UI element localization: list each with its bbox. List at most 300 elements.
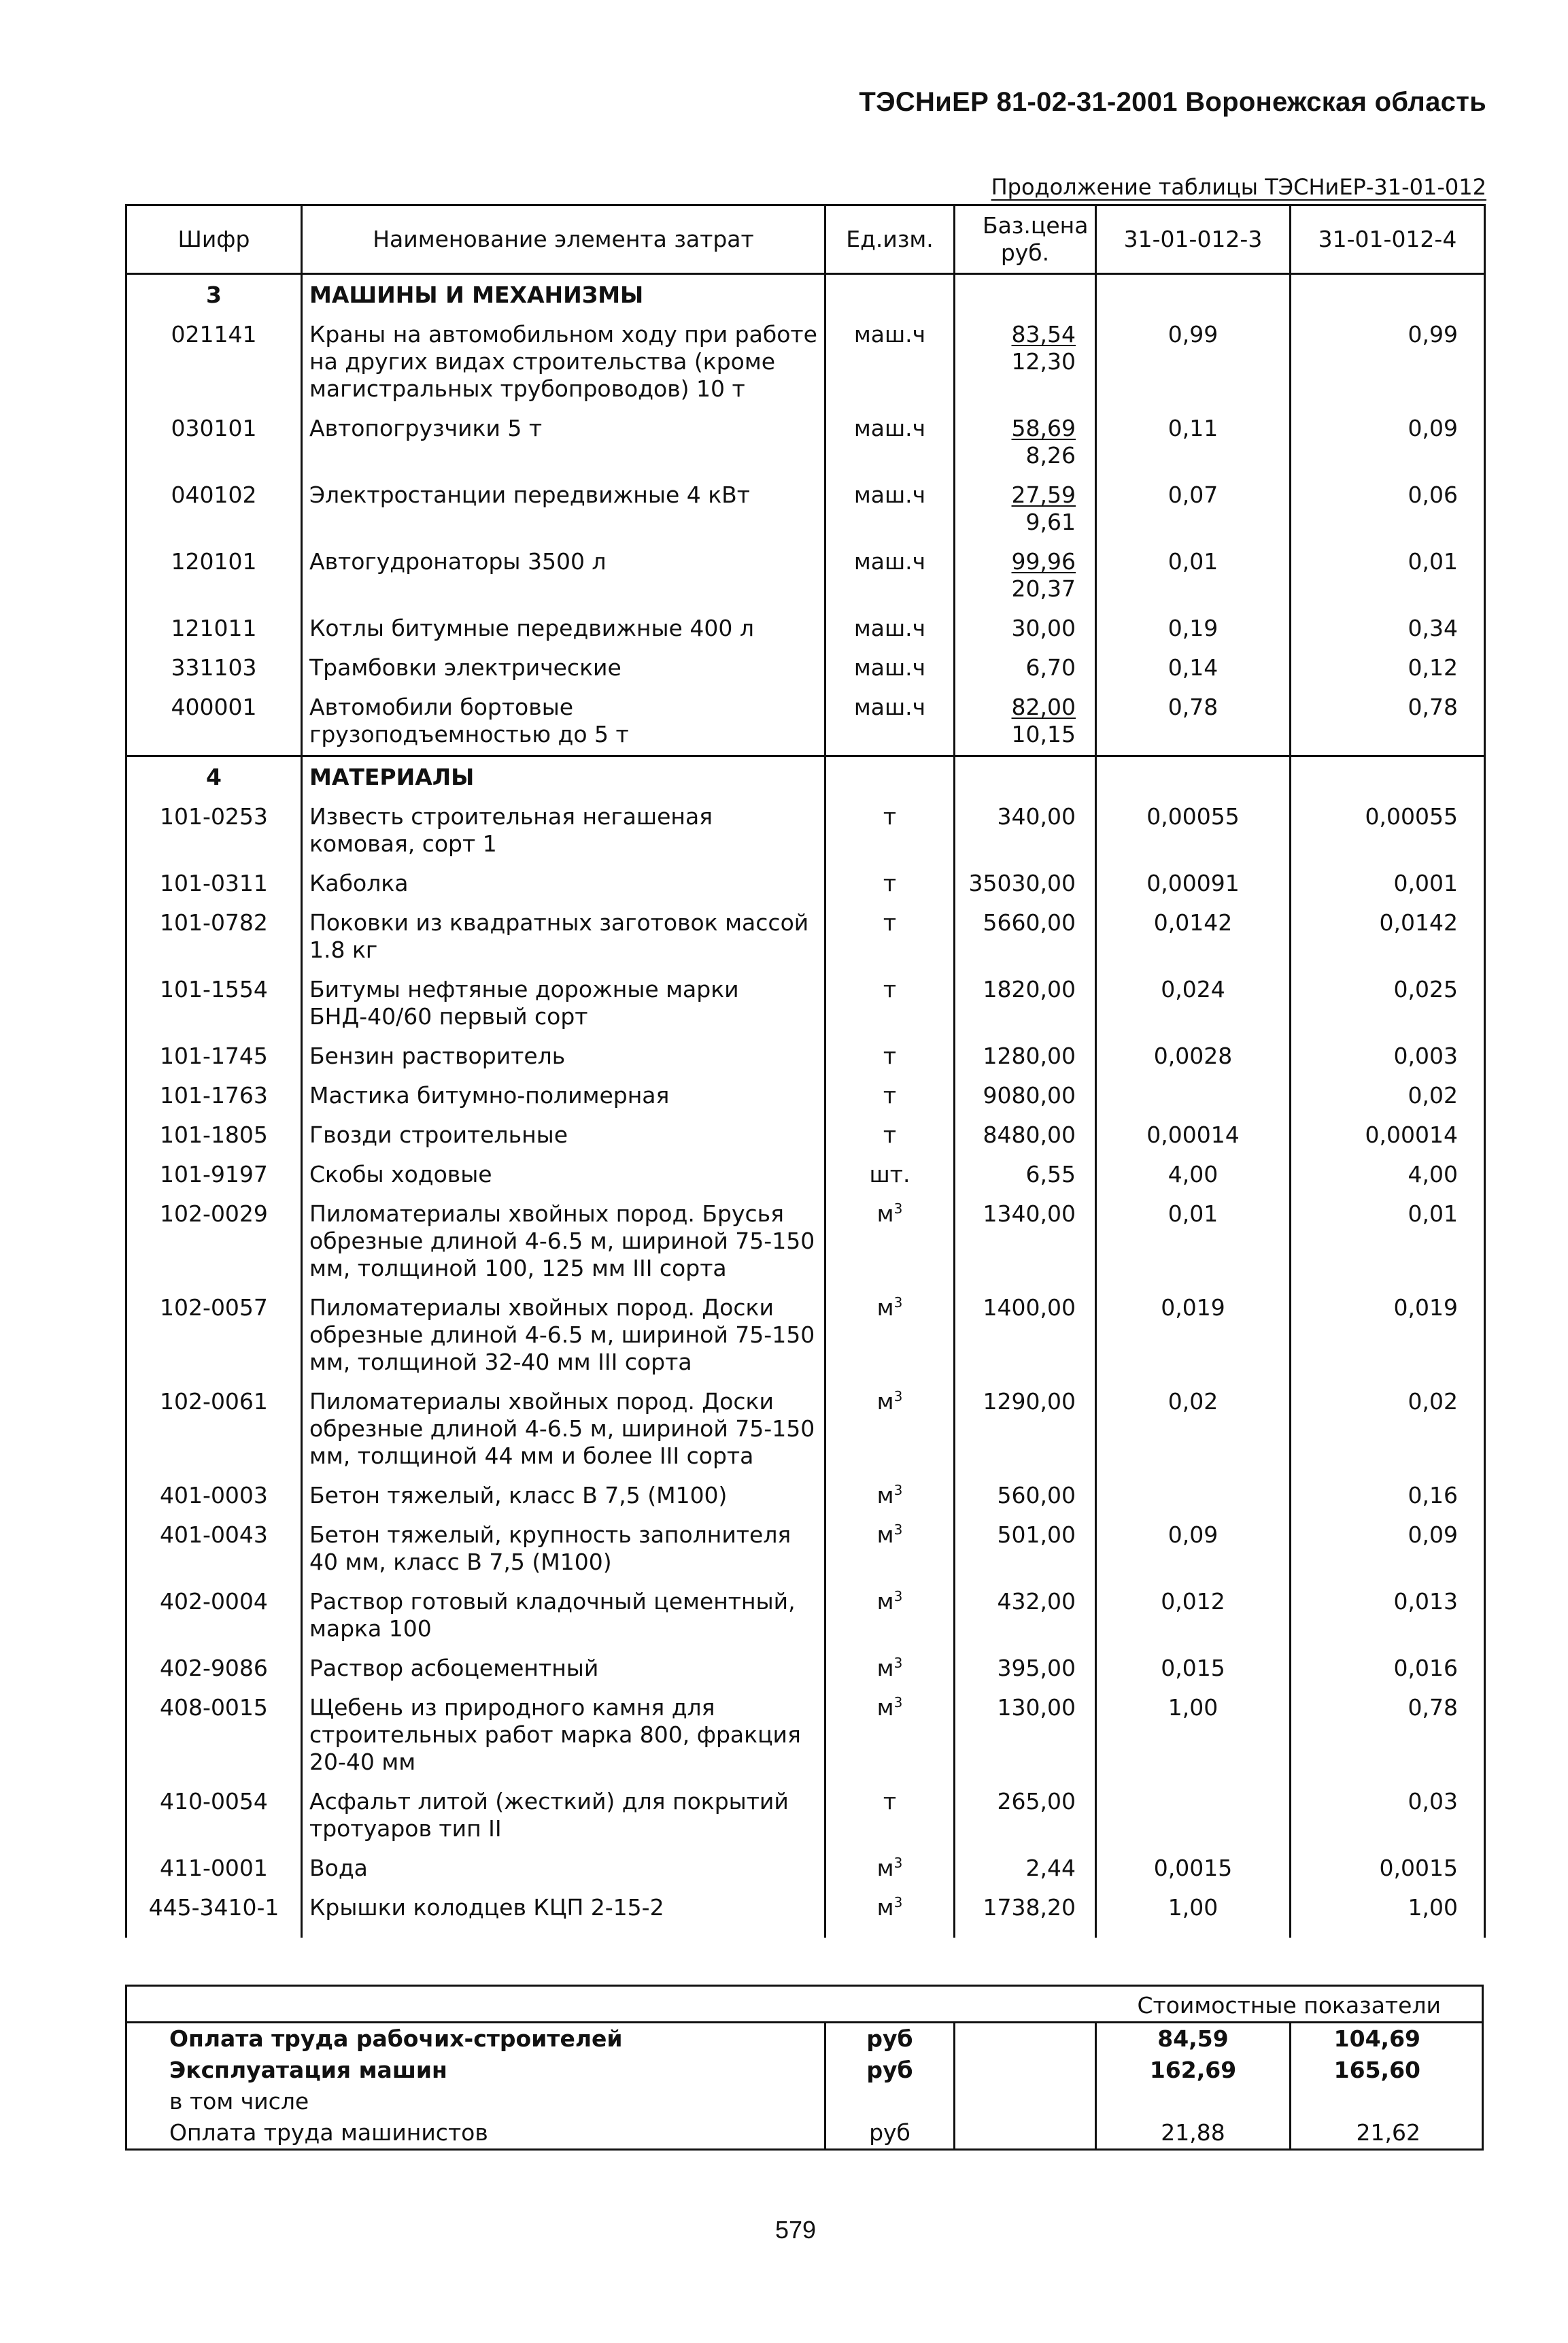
base-price-operator-wage: 20,37 [1011, 575, 1076, 602]
base-price-total: 9080,00 [983, 1082, 1076, 1109]
base-price-total: 2,44 [1025, 1855, 1076, 1881]
unit-superscript: 3 [893, 1521, 903, 1538]
table-row [126, 798, 1485, 864]
table-row [126, 1689, 1485, 1783]
table-continuation-caption: Продолжение таблицы ТЭСНиЕР-31-01-012 [991, 174, 1486, 200]
unit-superscript: 3 [893, 1855, 903, 1871]
table-row [126, 1477, 1485, 1516]
cell-name: Бензин растворитель [302, 1037, 825, 1077]
empty-cell [825, 274, 955, 316]
base-price-total: 1280,00 [983, 1043, 1076, 1069]
cost-indicator-label: Оплата труда рабочих-строителей [127, 2023, 826, 2055]
cell-norm-3: 0,0142 [1096, 904, 1291, 971]
base-price-total: 501,00 [997, 1521, 1076, 1548]
cell-name: Скобы ходовые [302, 1156, 825, 1195]
base-price-total: 8480,00 [983, 1122, 1076, 1148]
cell-norm-3: 1,00 [1096, 1689, 1291, 1783]
cell-norm-3: 0,78 [1096, 688, 1291, 756]
cell-code: 402-0004 [126, 1583, 302, 1649]
base-price-operator-wage: 12,30 [1011, 348, 1076, 375]
unit-superscript: 3 [893, 1388, 903, 1404]
base-price-total: 30,00 [1011, 615, 1076, 641]
cell-unit [825, 1077, 955, 1116]
cost-indicator-empty [955, 2055, 1097, 2086]
cell-base-price [955, 1037, 1096, 1077]
cost-indicator-row [127, 2086, 1482, 2117]
unit-superscript: 3 [893, 1200, 903, 1217]
cost-indicators-box [125, 1985, 1484, 2151]
unit-text: т [883, 1043, 897, 1069]
base-price-total: 1340,00 [983, 1200, 1076, 1227]
cell-code: 102-0061 [126, 1383, 302, 1477]
section-title [302, 756, 825, 798]
cell-name: Щебень из природного камня для строительных работ марка 800, фракция 20-40 мм [302, 1689, 825, 1783]
cell-base-price [955, 609, 1096, 649]
cell-norm-3 [1096, 1077, 1291, 1116]
cost-indicator-norm-3 [1097, 2086, 1291, 2117]
cell-unit [825, 688, 955, 756]
cell-base-price [955, 1477, 1096, 1516]
cell-unit [825, 1156, 955, 1195]
table-header-row [126, 205, 1485, 274]
table-row [126, 1849, 1485, 1889]
cell-code: 408-0015 [126, 1689, 302, 1783]
cell-norm-3: 0,02 [1096, 1383, 1291, 1477]
cell-unit [825, 1849, 955, 1889]
cell-base-price [955, 1516, 1096, 1583]
cell-norm-3: 0,00091 [1096, 864, 1291, 904]
document-header-title: ТЭСНиЕР 81-02-31-2001 Воронежская область [859, 87, 1486, 117]
cell-code: 410-0054 [126, 1783, 302, 1849]
cell-unit [825, 316, 955, 409]
cell-unit [825, 1289, 955, 1383]
cell-norm-3: 0,01 [1096, 1195, 1291, 1289]
cell-name: Гвозди строительные [302, 1116, 825, 1156]
unit-text: маш.ч [853, 615, 926, 641]
cell-norm-3: 0,09 [1096, 1516, 1291, 1583]
cell-norm-4: 0,16 [1291, 1477, 1485, 1516]
table-bottom-spacer [126, 1928, 1485, 1938]
unit-text: маш.ч [853, 415, 926, 441]
cell-norm-3: 0,07 [1096, 476, 1291, 543]
base-price-total: 395,00 [997, 1655, 1076, 1681]
base-price-total: 6,70 [1025, 654, 1076, 681]
cell-norm-3: 0,14 [1096, 649, 1291, 688]
col-header-code: Шифр [126, 205, 302, 274]
cell-norm-4: 0,01 [1291, 1195, 1485, 1289]
cell-name: Краны на автомобильном ходу при работе на других видах строительства (кроме магистральных трубопроводов) 10 т [302, 316, 825, 409]
cell-code: 101-0311 [126, 864, 302, 904]
table-row [126, 1583, 1485, 1649]
cell-name: Электростанции передвижные 4 кВт [302, 476, 825, 543]
cell-norm-3: 0,0015 [1096, 1849, 1291, 1889]
cell-code: 101-9197 [126, 1156, 302, 1195]
cell-unit [825, 1516, 955, 1583]
cell-code: 101-1763 [126, 1077, 302, 1116]
cell-name: Автомобили бортовые грузоподъемностью до 5 т [302, 688, 825, 756]
cell-code: 102-0029 [126, 1195, 302, 1289]
cost-indicator-norm-3: 84,59 [1097, 2023, 1291, 2055]
cell-code: 402-9086 [126, 1649, 302, 1689]
cell-base-price [955, 688, 1096, 756]
cost-indicator-unit [826, 2086, 955, 2117]
cell-name: Пиломатериалы хвойных пород. Брусья обрезные длиной 4-6.5 м, шириной 75-150 мм, толщиной 100, 125 мм III сорта [302, 1195, 825, 1289]
cell-base-price [955, 1583, 1096, 1649]
cell-base-price [955, 316, 1096, 409]
cell-unit [825, 409, 955, 476]
cell-base-price [955, 1849, 1096, 1889]
base-price-total: 82,00 [1011, 694, 1076, 720]
cell-norm-4: 0,99 [1291, 316, 1485, 409]
section-code-text: 3 [206, 282, 222, 308]
unit-text: м [876, 1388, 894, 1415]
cost-indicator-unit: руб [826, 2023, 955, 2055]
cell-norm-4: 0,12 [1291, 649, 1485, 688]
col-header-name: Наименование элемента затрат [302, 205, 825, 274]
empty-cell [825, 756, 955, 798]
cell-name: Раствор готовый кладочный цементный, марка 100 [302, 1583, 825, 1649]
cell-norm-4: 0,003 [1291, 1037, 1485, 1077]
cell-base-price [955, 476, 1096, 543]
col-header-norm-4: 31-01-012-4 [1291, 205, 1485, 274]
cell-unit [825, 476, 955, 543]
section-code [126, 756, 302, 798]
base-price-total: 340,00 [997, 803, 1076, 830]
table-row [126, 1649, 1485, 1689]
base-price-operator-wage: 8,26 [1025, 442, 1076, 469]
cost-indicator-norm-3: 162,69 [1097, 2055, 1291, 2086]
table-row [126, 476, 1485, 543]
empty-cell [1291, 274, 1485, 316]
empty-cell [825, 1928, 955, 1938]
base-price-total: 58,69 [1011, 415, 1076, 441]
cell-name: Вода [302, 1849, 825, 1889]
unit-text: маш.ч [853, 654, 926, 681]
cell-code: 030101 [126, 409, 302, 476]
cell-base-price [955, 1289, 1096, 1383]
cell-norm-4: 0,0142 [1291, 904, 1485, 971]
cell-norm-3: 0,01 [1096, 543, 1291, 609]
cell-norm-3: 0,00014 [1096, 1116, 1291, 1156]
unit-text: м [876, 1294, 894, 1321]
cell-norm-3: 0,0028 [1096, 1037, 1291, 1077]
base-price-total: 1290,00 [983, 1388, 1076, 1415]
cell-unit [825, 1783, 955, 1849]
table-row [126, 409, 1485, 476]
table-row [126, 904, 1485, 971]
table-row [126, 316, 1485, 409]
cell-unit [825, 649, 955, 688]
cell-name: Мастика битумно-полимерная [302, 1077, 825, 1116]
cell-norm-4: 0,00055 [1291, 798, 1485, 864]
cell-code: 120101 [126, 543, 302, 609]
cell-norm-3: 0,11 [1096, 409, 1291, 476]
unit-superscript: 3 [893, 1894, 903, 1910]
cell-code: 400001 [126, 688, 302, 756]
empty-cell [1291, 756, 1485, 798]
cost-indicators-title: Стоимостные показатели [127, 1987, 1482, 2023]
unit-text: м [876, 1694, 894, 1721]
base-price-total: 432,00 [997, 1588, 1076, 1615]
unit-text: м [876, 1482, 894, 1508]
empty-cell [1096, 274, 1291, 316]
cost-indicator-row [127, 2055, 1482, 2086]
section-title-text: МАТЕРИАЛЫ [309, 764, 475, 790]
unit-text: маш.ч [853, 321, 926, 348]
unit-text: м [876, 1200, 894, 1227]
table-row [126, 1116, 1485, 1156]
cell-name: Крышки колодцев КЦП 2-15-2 [302, 1889, 825, 1928]
cell-norm-3: 0,012 [1096, 1583, 1291, 1649]
cell-name: Пиломатериалы хвойных пород. Доски обрезные длиной 4-6.5 м, шириной 75-150 мм, толщиной 44 мм и более III сорта [302, 1383, 825, 1477]
cost-indicator-label: Оплата труда машинистов [127, 2117, 826, 2148]
cell-code: 101-1554 [126, 971, 302, 1037]
cell-norm-4: 0,013 [1291, 1583, 1485, 1649]
col-header-unit: Ед.изм. [825, 205, 955, 274]
cell-code: 040102 [126, 476, 302, 543]
empty-cell [1096, 1928, 1291, 1938]
cell-base-price [955, 1077, 1096, 1116]
cell-norm-4: 0,0015 [1291, 1849, 1485, 1889]
cell-norm-4: 0,019 [1291, 1289, 1485, 1383]
cell-base-price [955, 409, 1096, 476]
cell-unit [825, 1889, 955, 1928]
base-price-total: 1738,20 [983, 1894, 1076, 1921]
cell-base-price [955, 904, 1096, 971]
cell-base-price [955, 543, 1096, 609]
col-header-base-price: Баз.цена руб. [955, 205, 1096, 274]
unit-text: т [883, 1082, 897, 1109]
cost-indicator-row [127, 2117, 1482, 2148]
table-row [126, 1783, 1485, 1849]
cost-indicator-norm-4 [1291, 2086, 1482, 2117]
section-title-text: МАШИНЫ И МЕХАНИЗМЫ [309, 282, 644, 308]
cell-unit [825, 1649, 955, 1689]
cost-indicator-unit: руб [826, 2117, 955, 2148]
unit-text: т [883, 1788, 897, 1815]
empty-cell [1096, 756, 1291, 798]
cell-norm-4: 0,001 [1291, 864, 1485, 904]
table-row [126, 1037, 1485, 1077]
cell-norm-4: 0,016 [1291, 1649, 1485, 1689]
cell-norm-3: 0,019 [1096, 1289, 1291, 1383]
empty-cell [955, 274, 1096, 316]
cell-name: Асфальт литой (жесткий) для покрытий тротуаров тип II [302, 1783, 825, 1849]
cell-norm-3: 0,015 [1096, 1649, 1291, 1689]
cost-indicators-rows [127, 2023, 1482, 2148]
cell-unit [825, 1583, 955, 1649]
base-price-total: 35030,00 [968, 870, 1076, 896]
cell-norm-4: 0,025 [1291, 971, 1485, 1037]
section-title [302, 274, 825, 316]
base-price-total: 1400,00 [983, 1294, 1076, 1321]
cell-norm-4: 4,00 [1291, 1156, 1485, 1195]
cell-base-price [955, 1649, 1096, 1689]
unit-text: т [883, 803, 897, 830]
table-row [126, 609, 1485, 649]
unit-text: т [883, 909, 897, 936]
cell-code: 101-0253 [126, 798, 302, 864]
cost-indicator-norm-3: 21,88 [1097, 2117, 1291, 2148]
cell-name: Котлы битумные передвижные 400 л [302, 609, 825, 649]
cost-indicator-norm-4: 165,60 [1333, 2057, 1420, 2083]
table-row [126, 688, 1485, 756]
cell-code: 121011 [126, 609, 302, 649]
unit-text: м [876, 1894, 894, 1921]
base-price-total: 5660,00 [983, 909, 1076, 936]
unit-superscript: 3 [893, 1482, 903, 1498]
empty-cell [302, 1928, 825, 1938]
cell-name: Пиломатериалы хвойных пород. Доски обрезные длиной 4-6.5 м, шириной 75-150 мм, толщиной 32-40 мм III сорта [302, 1289, 825, 1383]
table-row [126, 1516, 1485, 1583]
cell-norm-4: 0,06 [1291, 476, 1485, 543]
cell-norm-3: 0,00055 [1096, 798, 1291, 864]
cell-code: 101-0782 [126, 904, 302, 971]
cell-norm-4: 0,02 [1291, 1077, 1485, 1116]
cell-unit [825, 1689, 955, 1783]
base-price-total: 6,55 [1025, 1161, 1076, 1187]
cell-unit [825, 1195, 955, 1289]
cell-name: Автогудронаторы 3500 л [302, 543, 825, 609]
cell-norm-3 [1096, 1783, 1291, 1849]
table-row [126, 1383, 1485, 1477]
cell-code: 021141 [126, 316, 302, 409]
empty-cell [955, 1928, 1096, 1938]
cost-indicator-empty [955, 2117, 1097, 2148]
cell-base-price [955, 1889, 1096, 1928]
cell-code: 101-1745 [126, 1037, 302, 1077]
cell-code: 411-0001 [126, 1849, 302, 1889]
cell-code: 331103 [126, 649, 302, 688]
cell-base-price [955, 1195, 1096, 1289]
cell-unit [825, 971, 955, 1037]
cost-indicator-unit: руб [826, 2055, 955, 2086]
cell-norm-4: 0,78 [1291, 1689, 1485, 1783]
unit-text: т [883, 1122, 897, 1148]
cell-unit [825, 1116, 955, 1156]
cell-unit [825, 1383, 955, 1477]
cell-norm-4: 0,02 [1291, 1383, 1485, 1477]
cell-code: 401-0003 [126, 1477, 302, 1516]
section-code [126, 274, 302, 316]
cell-name: Автопогрузчики 5 т [302, 409, 825, 476]
cell-name: Бетон тяжелый, крупность заполнителя 40 мм, класс В 7,5 (М100) [302, 1516, 825, 1583]
cell-base-price [955, 1156, 1096, 1195]
section-row [126, 274, 1485, 316]
cell-code: 102-0057 [126, 1289, 302, 1383]
unit-text: м [876, 1655, 894, 1681]
unit-text: т [883, 870, 897, 896]
cost-indicator-label: в том числе [127, 2086, 826, 2117]
table-row [126, 1156, 1485, 1195]
cell-unit [825, 864, 955, 904]
cell-name: Поковки из квадратных заготовок массой 1.8 кг [302, 904, 825, 971]
table-row [126, 1195, 1485, 1289]
cell-norm-3: 0,99 [1096, 316, 1291, 409]
cell-norm-4: 0,01 [1291, 543, 1485, 609]
cell-base-price [955, 971, 1096, 1037]
table-row [126, 1077, 1485, 1116]
cell-unit [825, 798, 955, 864]
cost-indicator-norm-4: 104,69 [1333, 2025, 1420, 2052]
section-code-text: 4 [206, 764, 222, 790]
unit-text: м [876, 1588, 894, 1615]
cell-base-price [955, 1783, 1096, 1849]
cell-name: Бетон тяжелый, класс В 7,5 (М100) [302, 1477, 825, 1516]
cell-name: Раствор асбоцементный [302, 1649, 825, 1689]
cell-norm-3: 1,00 [1096, 1889, 1291, 1928]
unit-superscript: 3 [893, 1588, 903, 1604]
unit-text: маш.ч [853, 548, 926, 575]
cell-code: 401-0043 [126, 1516, 302, 1583]
norms-table [125, 204, 1486, 1938]
base-price-total: 27,59 [1011, 482, 1076, 508]
cell-name: Трамбовки электрические [302, 649, 825, 688]
page-number: 579 [775, 2216, 817, 2244]
cell-name: Каболка [302, 864, 825, 904]
cell-norm-4: 0,78 [1291, 688, 1485, 756]
base-price-total: 265,00 [997, 1788, 1076, 1815]
cell-base-price [955, 1116, 1096, 1156]
unit-text: т [883, 976, 897, 1002]
unit-text: маш.ч [853, 694, 926, 720]
cell-norm-3: 0,19 [1096, 609, 1291, 649]
cell-name: Битумы нефтяные дорожные марки БНД-40/60 первый сорт [302, 971, 825, 1037]
cost-indicator-empty [955, 2086, 1097, 2117]
cell-norm-4: 0,00014 [1291, 1116, 1485, 1156]
unit-superscript: 3 [893, 1655, 903, 1671]
cell-base-price [955, 1689, 1096, 1783]
base-price-total: 1820,00 [983, 976, 1076, 1002]
base-price-total: 560,00 [997, 1482, 1076, 1508]
unit-text: шт. [869, 1161, 910, 1187]
cell-unit [825, 1477, 955, 1516]
cell-unit [825, 609, 955, 649]
cell-code: 445-3410-1 [126, 1889, 302, 1928]
cell-norm-4: 0,03 [1291, 1783, 1485, 1849]
cost-indicator-row [127, 2023, 1482, 2055]
table-row [126, 1889, 1485, 1928]
section-row [126, 756, 1485, 798]
cell-norm-4: 0,09 [1291, 409, 1485, 476]
empty-cell [1291, 1928, 1485, 1938]
cell-norm-3 [1096, 1477, 1291, 1516]
col-header-norm-3: 31-01-012-3 [1096, 205, 1291, 274]
unit-text: маш.ч [853, 482, 926, 508]
table-body [126, 274, 1485, 1938]
cell-base-price [955, 649, 1096, 688]
table-row [126, 1289, 1485, 1383]
cost-indicator-label: Эксплуатация машин [127, 2055, 826, 2086]
base-price-operator-wage: 10,15 [1011, 721, 1076, 747]
cell-norm-3: 4,00 [1096, 1156, 1291, 1195]
base-price-operator-wage: 9,61 [1025, 509, 1076, 535]
cell-unit [825, 904, 955, 971]
table-row [126, 864, 1485, 904]
cell-name: Известь строительная негашеная комовая, сорт 1 [302, 798, 825, 864]
cell-code: 101-1805 [126, 1116, 302, 1156]
cell-norm-4: 0,09 [1291, 1516, 1485, 1583]
cell-unit [825, 543, 955, 609]
cell-norm-4: 1,00 [1291, 1889, 1485, 1928]
table-row [126, 543, 1485, 609]
base-price-total: 130,00 [997, 1694, 1076, 1721]
cell-norm-4: 0,34 [1291, 609, 1485, 649]
base-price-total: 83,54 [1011, 321, 1076, 348]
base-price-total: 99,96 [1011, 548, 1076, 575]
cost-indicator-norm-4: 21,62 [1356, 2119, 1420, 2146]
cell-unit [825, 1037, 955, 1077]
